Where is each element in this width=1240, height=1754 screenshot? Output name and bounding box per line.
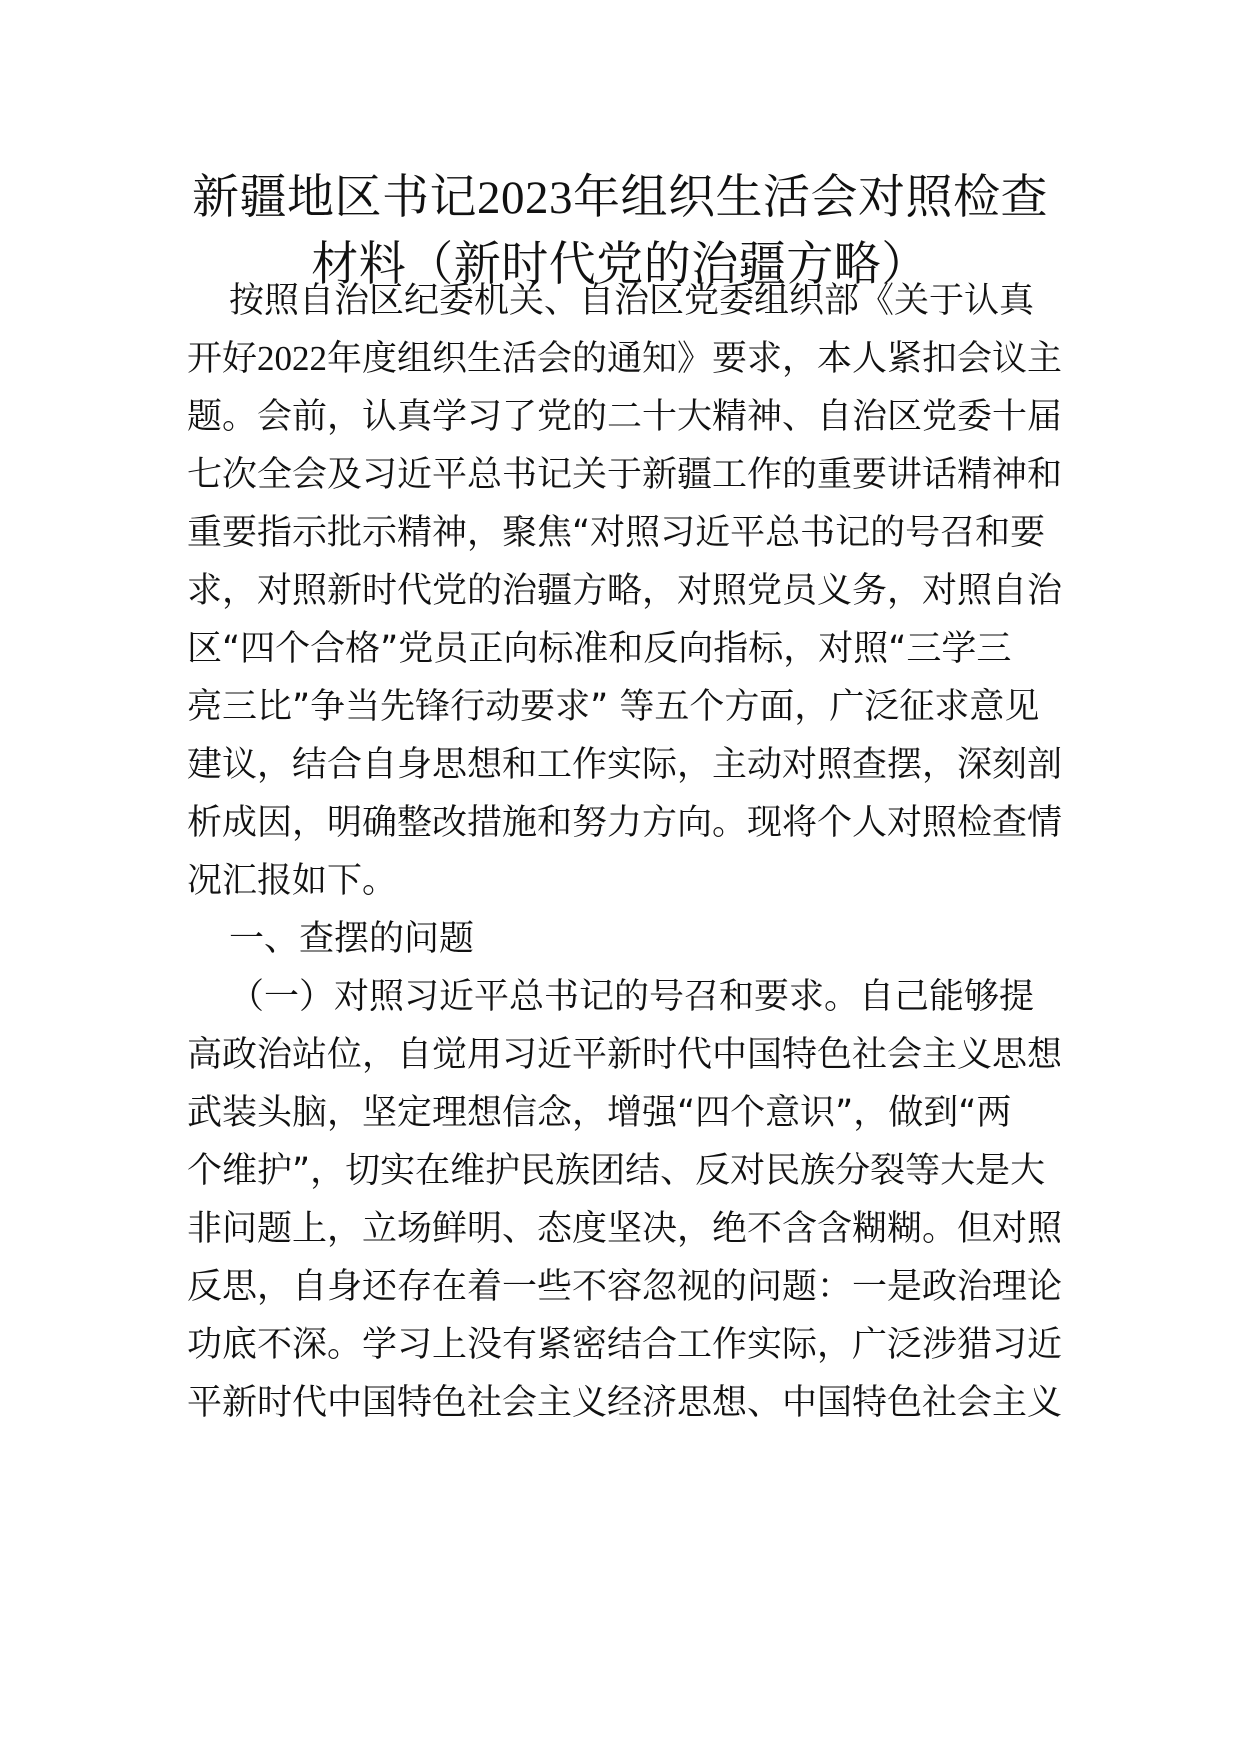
- paragraph-2-line: 功底不深。学习上没有紧密结合工作实际，广泛涉猎习近: [187, 1325, 1063, 1365]
- paragraph-1-line: 亮三比”争当先锋行动要求” 等五个方面，广泛征求意见: [187, 687, 1040, 727]
- paragraph-1-line: 析成因，明确整改措施和努力方向。现将个人对照检查情: [187, 803, 1063, 843]
- document-title-line-1: [140, 166, 1100, 230]
- title-text: 新疆地区书记: [192, 170, 477, 225]
- paragraph-2-line: 平新时代中国特色社会主义经济思想、中国特色社会主义: [187, 1383, 1063, 1423]
- title-text: 年组织生活会对照检查: [573, 170, 1048, 225]
- paragraph-2-line: 高政治站位，自觉用习近平新时代中国特色社会主义思想: [187, 1035, 1063, 1075]
- paragraph-2-line: 个维护”，切实在维护民族团结、反对民族分裂等大是大: [187, 1151, 1046, 1191]
- paragraph-1-line: 重要指示批示精神，聚焦“对照习近平总书记的号召和要: [187, 513, 1046, 553]
- paragraph-2-line: 反思，自身还存在着一些不容忽视的问题：一是政治理论: [187, 1267, 1063, 1307]
- paragraph-1-line: 求，对照新时代党的治疆方略，对照党员义务，对照自治: [187, 571, 1063, 611]
- paragraph-1-line: 况汇报如下。: [187, 861, 398, 901]
- paragraph-1-line: 区“四个合格”党员正向标准和反向指标，对照“三学三: [187, 629, 1012, 669]
- paragraph-1-line: 建议，结合自身思想和工作实际，主动对照查摆，深刻剖: [187, 745, 1063, 785]
- paragraph-1-line: 七次全会及习近平总书记关于新疆工作的重要讲话精神和: [187, 455, 1063, 495]
- section-heading: 一、查摆的问题: [229, 919, 475, 959]
- paragraph-1-line: 按照自治区纪委机关、自治区党委组织部《关于认真: [229, 281, 1035, 321]
- paragraph-1-line: 开好2022年度组织生活会的通知》要求，本人紧扣会议主: [187, 339, 1063, 379]
- title-year: 2023: [477, 172, 573, 224]
- paragraph-2-line: 非问题上，立场鲜明、态度坚决，绝不含含糊糊。但对照: [187, 1209, 1063, 1249]
- document-title-line-2: 材料（新时代党的治疆方略）: [311, 237, 929, 292]
- paragraph-2-line: 武装头脑，坚定理想信念，增强“四个意识”，做到“两: [187, 1093, 1012, 1133]
- paragraph-2-line: （一）对照习近平总书记的号召和要求。自己能够提: [229, 977, 1035, 1017]
- year-number: 2022: [257, 339, 328, 378]
- paragraph-1-line: 题。会前，认真学习了党的二十大精神、自治区党委十届: [187, 397, 1063, 437]
